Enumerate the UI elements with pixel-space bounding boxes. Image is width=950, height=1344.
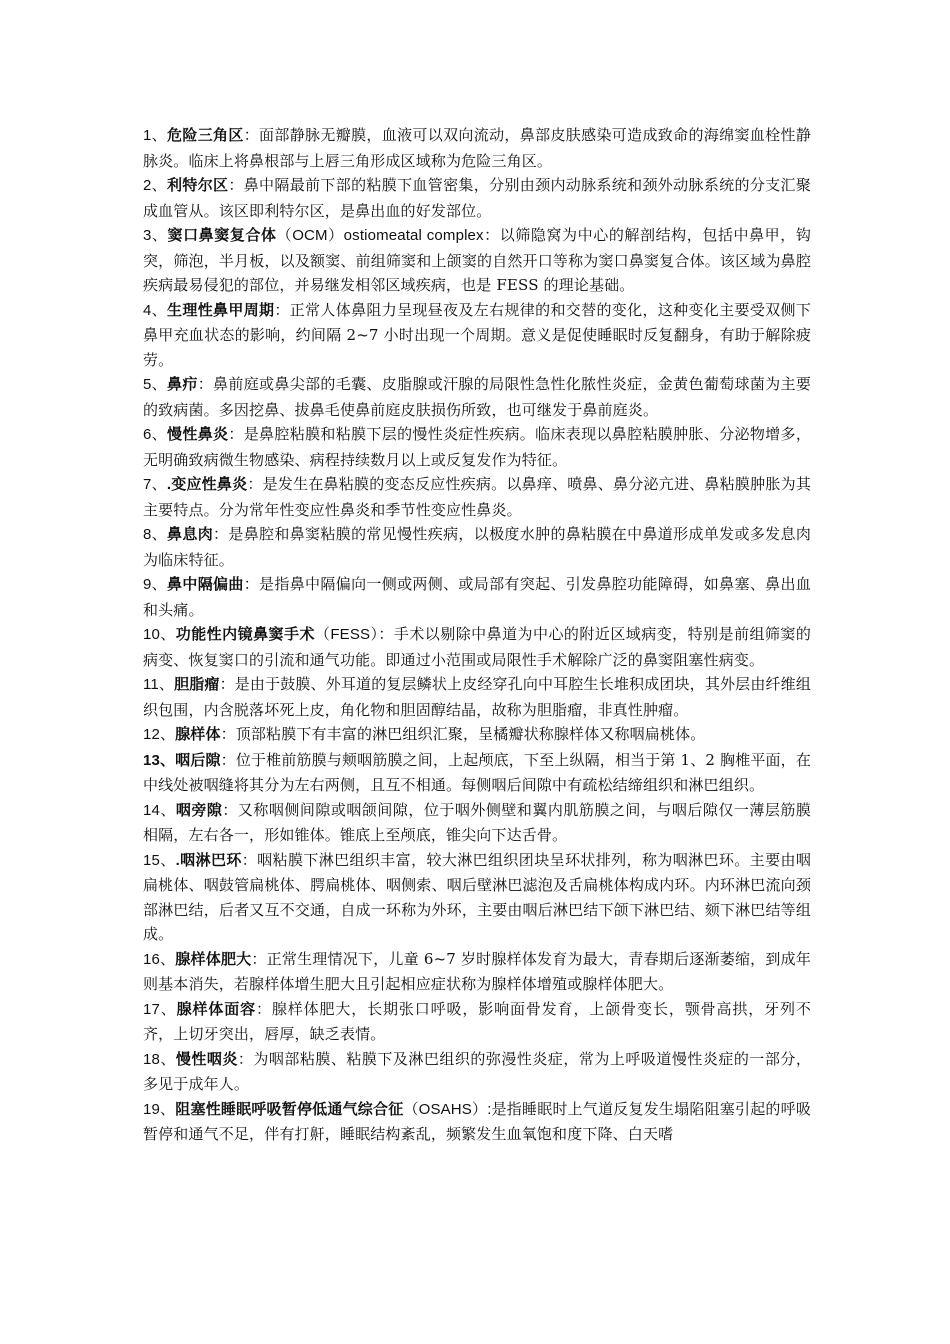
entry-term: 慢性鼻炎: [167, 426, 229, 443]
entry-term: 鼻息肉: [167, 526, 214, 543]
entry-term: 鼻中隔偏曲: [167, 576, 244, 593]
entry-definition: 鼻中隔最前下部的粘膜下血管密集，分别由颈内动脉系统和颈外动脉系统的分支汇聚成血管从。该区即利特尔区，是鼻出血的好发部位。: [143, 176, 811, 220]
entry-12: [143, 722, 811, 748]
entry-term: 咽后隙: [175, 751, 221, 769]
entry-separator: ：: [222, 801, 238, 819]
entry-11: [143, 672, 811, 722]
entry-term: 腺样体面容: [176, 1000, 256, 1018]
entry-definition: 是指鼻中隔偏向一侧或两侧、或局部有突起、引发鼻腔功能障碍，如鼻塞、鼻出血和头痛。: [143, 575, 811, 619]
entry-number: 10、: [143, 626, 176, 643]
entry-number: 6、: [143, 426, 168, 443]
entry-separator: ：: [255, 1000, 272, 1018]
entry-definition: 又称咽侧间隙或咽颌间隙，位于咽外侧壁和翼内肌筋膜之间，与咽后隙仅一薄层筋膜相隔，左右各一，形如锥体。锥底上至颅底，锥尖向下达舌骨。: [143, 800, 811, 844]
entry-definition: 是指睡眠时上气道反复发生塌陷阻塞引起的呼吸暂停和通气不足，伴有打鼾，睡眠结构紊乱，频繁发生血氧饱和度下降、白天嗜: [143, 1099, 811, 1143]
entry-definition: 是鼻腔粘膜和粘膜下层的慢性炎症性疾病。临床表现以鼻腔粘膜肿胀、分泌物增多，无明确致病微生物感染、病程持续数月以上或反复发作为特征。: [143, 425, 811, 469]
entry-separator: ：: [243, 127, 260, 144]
entry-10: [143, 622, 811, 672]
entry-definition: 咽粘膜下淋巴组织丰富，较大淋巴组织团块呈环状排列，称为咽淋巴环。主要由咽扁桃体、咽鼓管扁桃体、腭扁桃体、咽侧索、咽后壁淋巴滤泡及舌扁桃体构成内环。内环淋巴流向颈部淋巴结，后者又互不交通，自成一环称为外环，主要由咽后淋巴结下颌下淋巴结、颏下淋巴结等组成。: [143, 850, 812, 943]
entry-1: [143, 123, 811, 173]
entry-definition: 腺样体肥大，长期张口呼吸，影响面骨发育，上颌骨变长，颚骨高拱，牙列不齐，上切牙突出，唇厚，缺乏表情。: [143, 999, 811, 1043]
entry-separator: （FESS）：: [314, 626, 394, 643]
entry-definition: 正常人体鼻阻力呈现昼夜及左右规律的和交替的变化，这种变化主要受双侧下鼻甲充血状态的影响，约间隔 2~7 小时出现一个周期。意义是促使睡眠时反复翻身，有助于解除疲劳。: [143, 300, 811, 369]
entry-number: 3、: [143, 227, 168, 244]
entry-term: 慢性咽炎: [175, 1050, 238, 1068]
entry-separator: ：: [219, 676, 235, 693]
entry-definition: 是由于鼓膜、外耳道的复层鳞状上皮经穿孔向中耳腔生长堆积成团块，其外层由纤维组织包围，内含脱落坏死上皮，角化物和胆固醇结晶，故称为胆脂瘤，非真性肿瘤。: [143, 675, 811, 719]
entry-number: 14、: [143, 801, 176, 819]
document-page: [143, 123, 811, 1147]
entry-term: 腺样体肥大: [175, 950, 252, 968]
entry-14: [143, 798, 811, 848]
entry-definition: 以筛隐窝为中心的解剖结构，包括中鼻甲，钩突，筛泡，半月板，以及额窦、前组筛窦和上颌窦的自然开口等称为窦口鼻窦复合体。该区域为鼻腔疾病最易侵犯的部位，并易继发相邻区域疾病，也是 FESS 的理论基础。: [143, 226, 811, 294]
entry-separator: ：: [251, 950, 267, 968]
entry-5: [143, 372, 811, 422]
entry-7: [143, 472, 811, 522]
entry-number: 16、: [143, 950, 176, 968]
entry-number: 15、: [143, 851, 176, 869]
entry-separator: ：: [228, 426, 244, 443]
entry-17: [143, 997, 811, 1047]
entry-separator: ：: [220, 726, 236, 743]
entry-term: 胆脂瘤: [174, 676, 220, 693]
entry-term: 生理性鼻甲周期: [167, 301, 275, 319]
entry-separator: ：: [274, 301, 290, 319]
entry-term: 鼻疖: [167, 376, 198, 393]
entry-separator: ：: [228, 177, 244, 194]
entry-number: 19、: [143, 1100, 176, 1118]
entry-term: 阻塞性睡眠呼吸暂停低通气综合征: [175, 1100, 404, 1118]
entry-term: .变应性鼻炎: [166, 476, 248, 493]
entry-13: [143, 748, 811, 798]
entry-term: 咽旁隙: [175, 801, 223, 819]
entry-definition: 正常生理情况下，儿童 6~7 岁时腺样体发育为最大，青春期后逐渐萎缩，到成年则基本消失，若腺样体增生肥大且引起相应症状称为腺样体增殖或腺样体肥大。: [143, 949, 811, 993]
entry-definition: 是鼻腔和鼻窦粘膜的常见慢性疾病，以极度水肿的鼻粘膜在中鼻道形成单发或多发息肉为临床特征。: [143, 525, 811, 569]
entry-separator: ：: [220, 751, 236, 769]
entry-number: 17、: [143, 1000, 177, 1018]
entry-number: 4、: [143, 301, 168, 319]
entry-number: 12、: [143, 726, 176, 743]
entry-8: [143, 522, 811, 572]
entry-term: 功能性内镜鼻窦手术: [175, 626, 315, 643]
entry-9: [143, 572, 811, 622]
entry-19: [143, 1097, 811, 1147]
entry-separator: ：: [213, 526, 229, 543]
entry-number: 7、: [143, 476, 167, 493]
entry-separator: （OCM）ostiomeatal complex：: [276, 227, 500, 244]
entry-number: 2、: [143, 177, 168, 194]
entry-term: .咽淋巴环: [175, 851, 242, 869]
entry-number: 18、: [143, 1050, 176, 1068]
entry-16: [143, 947, 811, 997]
entry-number: 9、: [143, 576, 168, 593]
entry-15: [143, 848, 811, 947]
entry-term: 腺样体: [175, 726, 221, 743]
entry-term: 利特尔区: [167, 177, 229, 194]
entry-definition: 位于椎前筋膜与颊咽筋膜之间，上起颅底，下至上纵隔，相当于第 1、2 胸椎平面，在中线处被咽缝将其分为左右两侧，且互不相通。每侧咽后间隙中有疏松结缔组织和淋巴组织。: [143, 750, 811, 794]
entry-term: 窦口鼻窦复合体: [167, 227, 277, 244]
entry-term: 危险三角区: [167, 127, 244, 144]
entry-definition: 手术以剔除中鼻道为中心的附近区域病变，特别是前组筛窦的病变、恢复窦口的引流和通气功能。即通过小范围或局限性手术解除广泛的鼻窦阻塞性病变。: [143, 625, 811, 669]
entry-separator: ：: [197, 376, 214, 393]
entry-number: 5、: [143, 376, 168, 393]
entry-4: [143, 298, 811, 373]
entry-18: [143, 1047, 811, 1097]
entry-2: [143, 173, 811, 223]
entry-3: [143, 223, 811, 298]
entry-definition: 为咽部粘膜、粘膜下及淋巴组织的弥漫性炎症，常为上呼吸道慢性炎症的一部分，多见于成年人。: [143, 1049, 811, 1093]
entry-number: 13、: [143, 751, 176, 769]
entry-separator: ：: [247, 476, 263, 493]
entry-number: 1、: [143, 127, 168, 144]
entry-separator: （OSAHS）:: [403, 1100, 492, 1118]
entry-definition: 鼻前庭或鼻尖部的毛囊、皮脂腺或汗腺的局限性急性化脓性炎症，金黄色葡萄球菌为主要的致病菌。多因挖鼻、拔鼻毛使鼻前庭皮肤损伤所致，也可继发于鼻前庭炎。: [143, 375, 811, 419]
entry-number: 11、: [143, 676, 175, 693]
entry-definition: 顶部粘膜下有丰富的淋巴组织汇聚，呈橘瓣状称腺样体又称咽扁桃体。: [235, 725, 706, 743]
entry-definition: 是发生在鼻粘膜的变态反应性疾病。以鼻痒、喷鼻、鼻分泌亢进、鼻粘膜肿胀为其主要特点。分为常年性变应性鼻炎和季节性变应性鼻炎。: [143, 475, 811, 519]
entry-definition: 面部静脉无瓣膜，血液可以双向流动，鼻部皮肤感染可造成致命的海绵窦血栓性静脉炎。临床上将鼻根部与上唇三角形成区域称为危险三角区。: [143, 126, 811, 170]
entry-separator: ：: [237, 1050, 254, 1068]
entry-separator: ：: [243, 576, 260, 593]
entry-separator: ：: [241, 851, 258, 869]
entry-6: [143, 422, 811, 472]
entry-number: 8、: [143, 526, 168, 543]
